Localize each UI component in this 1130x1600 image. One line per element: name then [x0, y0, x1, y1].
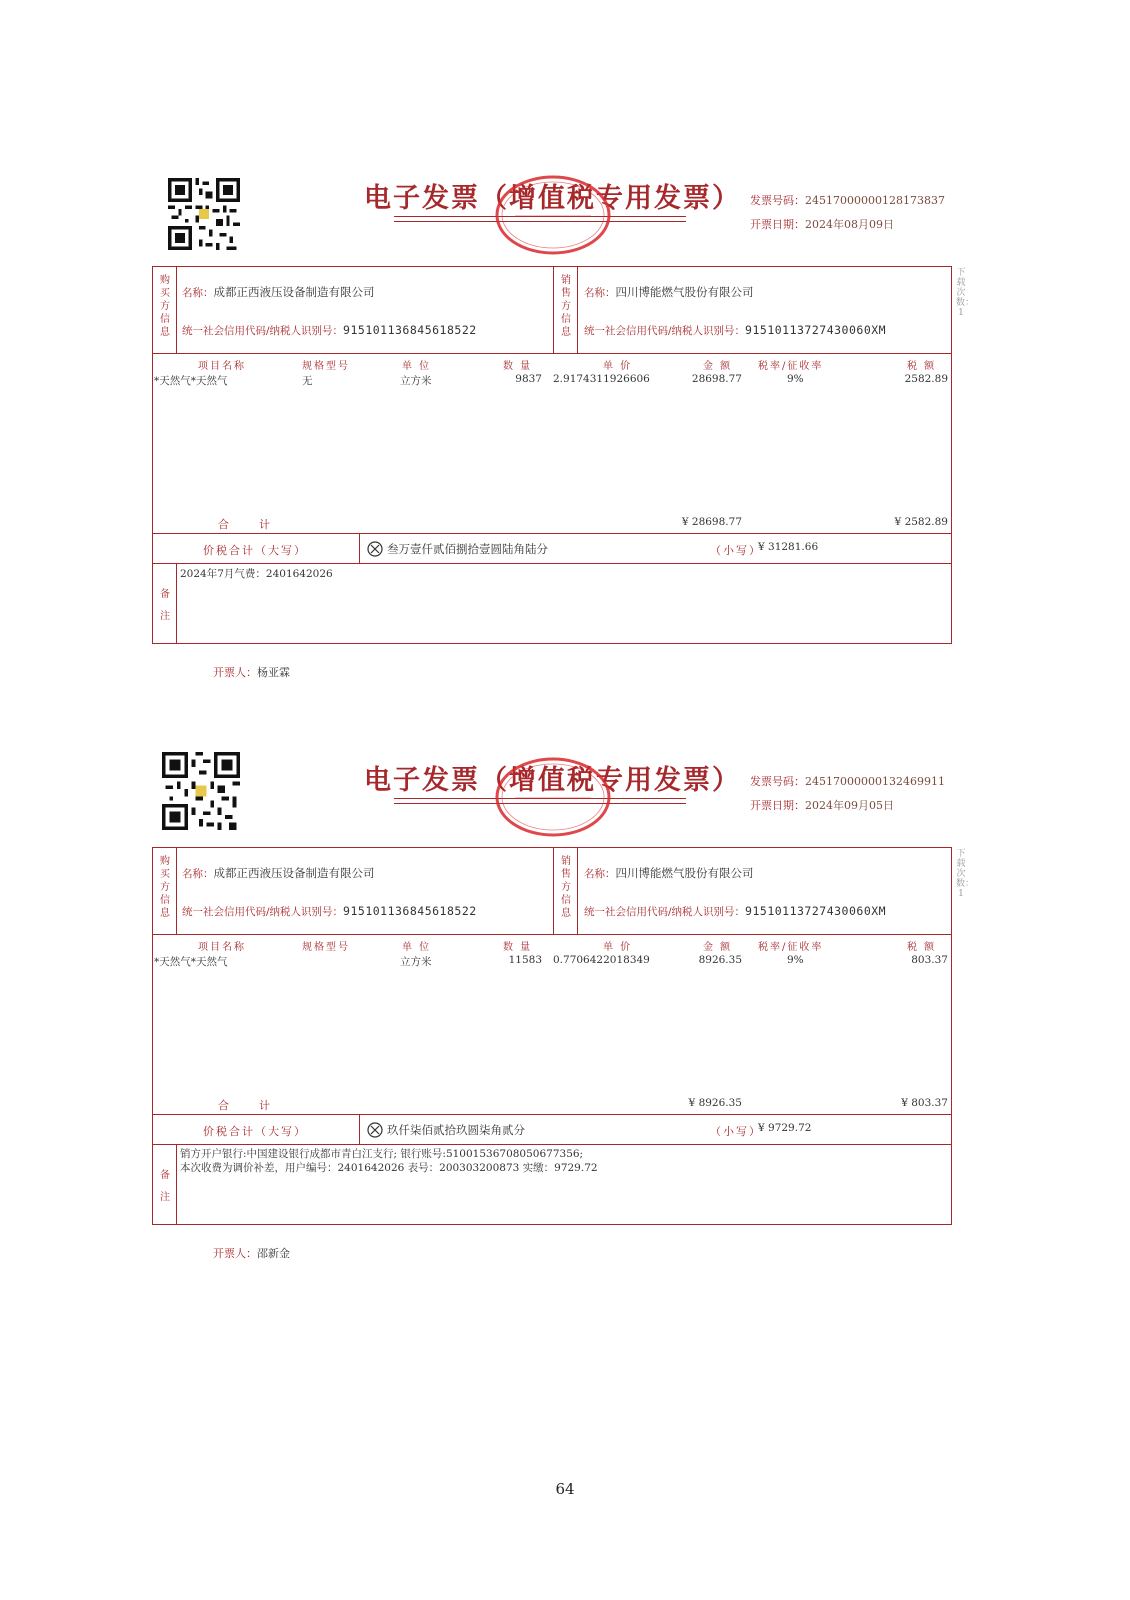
seller-tax-label: 统一社会信用代码/纳税人识别号：	[584, 325, 746, 337]
invoice-number-label: 发票号码：	[750, 194, 805, 207]
col-qty: 数 量	[503, 361, 533, 372]
buyer-tax-label: 统一社会信用代码/纳税人识别号：	[182, 906, 344, 918]
row-unit: 立方米	[400, 956, 432, 968]
seller-tax-label: 统一社会信用代码/纳税人识别号：	[584, 906, 746, 918]
row-amount: 8926.35	[698, 954, 742, 966]
official-seal-icon	[493, 756, 613, 838]
issuer-value: 杨亚霖	[257, 666, 290, 679]
col-price: 单 价	[603, 361, 633, 372]
sum-label-divider	[359, 1114, 360, 1144]
total-amount: ¥ 28698.77	[681, 516, 742, 528]
row-tax: 803.37	[911, 954, 948, 966]
total-tax: ¥ 2582.89	[894, 516, 948, 528]
col-qty: 数 量	[503, 942, 533, 953]
buyer-side-label: 购买方信息	[160, 275, 170, 338]
row-price: 2.9174311926606	[553, 373, 650, 385]
row-amount: 28698.77	[691, 373, 742, 385]
col-unit: 单 位	[402, 942, 432, 953]
buyer-name-label: 名称：	[182, 287, 214, 299]
seller-tax-value: 91510113727430060XM	[745, 904, 887, 918]
buyer-name	[182, 865, 375, 881]
seller-name-value: 四川博能燃气股份有限公司	[615, 866, 754, 880]
issuer	[213, 664, 290, 680]
invoice-number-value: 24517000000128173837	[805, 194, 945, 207]
invoice-date-label: 开票日期：	[750, 218, 805, 231]
row-qty: 9837	[515, 373, 542, 385]
sum-small-value: ¥ 31281.66	[758, 541, 819, 553]
col-rate: 税率/征收率	[758, 942, 824, 953]
col-spec: 规格型号	[302, 361, 350, 372]
seller-name-label: 名称：	[584, 868, 616, 880]
row-rate: 9%	[787, 954, 804, 966]
invoice-title: 电子发票（增值税专用发票）	[364, 765, 741, 796]
page-number: 64	[555, 1480, 575, 1498]
row-item: *天然气*天然气	[154, 375, 228, 387]
row-unit: 立方米	[400, 375, 432, 387]
buyer-label-divider	[176, 847, 177, 934]
sum-upper-value: 玖仟柒佰贰拾玖圆柒角贰分	[387, 1123, 525, 1137]
buyer-name-value: 成都正西液压设备制造有限公司	[213, 866, 375, 880]
download-count-note: 下载次数：1	[956, 849, 975, 899]
col-item: 项目名称	[198, 942, 246, 953]
row-spec: 无	[302, 375, 313, 387]
seller-side-label: 销售方信息	[561, 856, 571, 919]
col-item: 项目名称	[198, 361, 246, 372]
remark-line-2: 本次收费为调价补差，用户编号：2401642026 表号：200303200873 实缴：9729.72	[180, 1162, 598, 1174]
row-qty: 11583	[508, 954, 542, 966]
total-amount: ¥ 8926.35	[688, 1097, 742, 1109]
remark-label-divider	[176, 563, 177, 644]
remark-label-divider	[176, 1144, 177, 1225]
party-mid-divider	[553, 847, 554, 934]
download-count-note: 下载次数：1	[956, 268, 975, 318]
circle-x-icon	[367, 541, 383, 557]
invoice-number	[750, 773, 945, 789]
sum-small-label: （小写）	[710, 1125, 762, 1138]
buyer-side-label: 购买方信息	[160, 856, 170, 919]
col-tax: 税 额	[907, 361, 937, 372]
remark-line-1: 销方开户银行:中国建设银行成都市青白江支行; 银行账号:51001536708050677356;	[180, 1148, 584, 1160]
invoice-date	[750, 797, 894, 813]
row-price: 0.7706422018349	[553, 954, 650, 966]
invoice-number-value: 24517000000132469911	[805, 775, 945, 788]
sum-upper-label: 价税合计（大写）	[203, 1125, 307, 1138]
row-rate: 9%	[787, 373, 804, 385]
party-divider	[152, 934, 952, 935]
col-rate: 税率/征收率	[758, 361, 824, 372]
buyer-name-label: 名称：	[182, 868, 214, 880]
invoice-date-value: 2024年08月09日	[805, 218, 894, 231]
buyer-tax-id	[182, 904, 477, 919]
total-tax: ¥ 803.37	[901, 1097, 948, 1109]
issuer-label: 开票人：	[213, 1247, 257, 1260]
qr-code-icon	[162, 752, 240, 830]
col-spec: 规格型号	[302, 942, 350, 953]
col-price: 单 价	[603, 942, 633, 953]
remark-label: 备注	[160, 589, 170, 622]
invoice-date-value: 2024年09月05日	[805, 799, 894, 812]
seller-tax-id	[584, 904, 886, 919]
sum-upper-value: 叁万壹仟贰佰捌拾壹圆陆角陆分	[387, 542, 548, 556]
col-unit: 单 位	[402, 361, 432, 372]
seller-name	[584, 865, 754, 881]
seller-name-label: 名称：	[584, 287, 616, 299]
total-label: 合计	[218, 518, 300, 531]
buyer-tax-value: 915101136845618522	[343, 323, 477, 337]
invoice-number-label: 发票号码：	[750, 775, 805, 788]
issuer-value: 邵新金	[257, 1247, 290, 1260]
sum-divider	[152, 1144, 952, 1145]
row-item: *天然气*天然气	[154, 956, 228, 968]
total-label: 合计	[218, 1099, 300, 1112]
remark-line-1: 2024年7月气费：2401642026	[180, 568, 333, 580]
seller-tax-value: 91510113727430060XM	[745, 323, 887, 337]
buyer-tax-value: 915101136845618522	[343, 904, 477, 918]
seller-side-label: 销售方信息	[561, 275, 571, 338]
issuer	[213, 1245, 290, 1261]
buyer-tax-label: 统一社会信用代码/纳税人识别号：	[182, 325, 344, 337]
seller-label-divider	[577, 847, 578, 934]
remark-label: 备注	[160, 1170, 170, 1203]
row-tax: 2582.89	[904, 373, 948, 385]
col-tax: 税 额	[907, 942, 937, 953]
sum-small-value: ¥ 9729.72	[758, 1122, 812, 1134]
col-amount: 金 额	[703, 942, 733, 953]
col-amount: 金 额	[703, 361, 733, 372]
invoice-date-label: 开票日期：	[750, 799, 805, 812]
circle-x-icon	[367, 1122, 383, 1138]
sum-upper-label: 价税合计（大写）	[203, 544, 307, 557]
sum-small-label: （小写）	[710, 544, 762, 557]
invoice-title: 电子发票（增值税专用发票）	[364, 183, 741, 214]
seller-name-value: 四川博能燃气股份有限公司	[615, 285, 754, 299]
issuer-label: 开票人：	[213, 666, 257, 679]
items-divider	[152, 1114, 952, 1115]
buyer-name-value: 成都正西液压设备制造有限公司	[213, 285, 375, 299]
sum-divider	[152, 563, 952, 564]
